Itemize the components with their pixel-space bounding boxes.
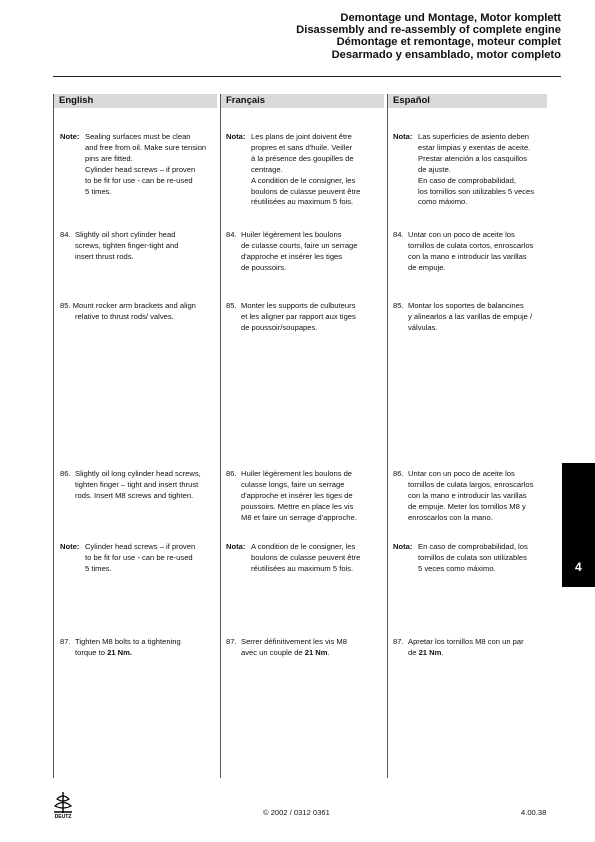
text-line: et les aligner par rapport aux tiges [241,311,356,321]
step-text [241,469,384,524]
note-label: Note: [60,132,80,141]
step-text [75,637,218,659]
text-line: réutilisées au maximum 5 fois. [251,563,354,573]
text-line: Sealing surfaces must be clean [85,132,191,141]
text-line: d'approche et insérer les tiges [241,251,343,261]
en-step-85 [60,301,218,323]
note-label: Nota: [226,132,246,141]
title-line-fr: Démontage et remontage, moteur complet [336,36,561,49]
en-step-87 [60,637,218,659]
title-divider [53,76,561,77]
step-number: 85. [226,301,237,310]
text-line: los tornillos son utilizables 5 veces [418,186,535,196]
fr-step-87 [226,637,384,659]
text-line: tighten finger – tight and insert thrust [75,479,199,489]
text-line: to be fit for use - can be re-used [85,552,193,562]
text-line: y alinearlos a las varillas de empuje / [408,311,533,321]
step-text [408,469,549,524]
text-line: d'approche et insérer les tiges de [241,490,353,500]
step-number: 87. [60,637,71,646]
column-divider-middle [220,94,221,778]
en-note-1 [60,132,218,197]
step-text [75,230,218,263]
column-header-english: English [53,94,217,108]
es-note-2 [393,542,549,575]
column-divider-right [387,94,388,778]
note-text [85,542,218,553]
note-label: Nota: [393,132,413,141]
text-line: boulons de culasse peuvent être [251,186,361,196]
note-text [85,132,218,143]
step-text [408,637,549,659]
page-title [296,12,561,61]
step-number: 86. [393,469,404,478]
note-text [418,542,549,553]
es-step-87 [393,637,549,659]
title-line-en: Disassembly and re-assembly of complete engine [296,24,561,37]
es-step-84 [393,230,549,274]
chapter-number: 4 [575,560,582,574]
title-line-de: Demontage und Montage, Motor komplett [340,12,561,24]
text-line: culasse longs, faire un serrage [241,479,345,489]
text-line: tornillos de culata cortos, enroscarlos [408,240,534,250]
step-text [241,637,384,659]
text-line: Les plans de joint doivent être [251,132,352,141]
text-line: A condition de le consigner, les [251,175,356,185]
text-line: como máximo. [418,197,468,207]
text-line: and free from oil. Make sure tension [85,142,207,152]
text-line: boulons de culasse peuvent être [251,552,361,562]
text-fragment: avec un couple de [241,647,305,657]
step-number: 84. [226,230,237,239]
torque-value: 21 Nm [304,647,328,657]
note-text [251,132,384,143]
step-number: 86. [226,469,237,478]
fr-step-86 [226,469,384,524]
text-line [241,648,384,659]
text-line: Cylinder head screws – if proven [85,164,196,174]
text-line: de ajuste. [418,164,451,174]
text-line: válvulas. [408,322,438,332]
text-line: poussoirs. Mettre en place les vis [241,501,354,511]
text-line: tornillos de culata largos, enroscarlos [408,479,534,489]
text-line: Cylinder head screws – if proven [85,542,196,551]
torque-value: 21 Nm. [107,647,132,657]
text-fragment: . [327,647,330,657]
text-line: de poussoir/soupapes. [241,322,318,332]
text-line: 5 times. [85,186,112,196]
step-number: 87. [393,637,404,646]
note-label: Note: [60,542,80,551]
text-fragment: . [441,647,444,657]
text-line: Untar con un poco de aceite los [408,469,515,478]
step-number: 86. [60,469,71,478]
step-number: 87. [226,637,237,646]
es-step-86 [393,469,549,524]
text-line: Las superficies de asiento deben [418,132,530,141]
note-text [418,132,549,143]
en-note-2 [60,542,218,575]
step-text [241,230,384,274]
fr-note-2 [226,542,384,575]
text-line: centrage. [251,164,283,174]
text-line: A condition de le consigner, les [251,542,356,551]
text-line: insert thrust rods. [75,251,134,261]
text-line: Serrer définitivement les vis M8 [241,637,347,646]
text-line: con la mano e introducir las varillas [408,490,527,500]
text-line [75,648,218,659]
text-line: Montar los soportes de balancines [408,301,524,310]
text-line: con la mano e introducir las varillas [408,251,527,261]
step-text [75,469,220,502]
deutz-logo-icon [52,791,74,819]
text-line: 5 veces como máximo. [418,563,496,573]
text-line [408,648,549,659]
en-step-86 [60,469,220,502]
es-note-1 [393,132,549,208]
text-line: En caso de comprobabilidad, los [418,542,528,551]
text-line: Huiler légèrement les boulons [241,230,342,239]
text-line: tornillos de culata son utilizables [418,552,527,562]
text-line: rods. Insert M8 screws and tighten. [75,490,194,500]
text-line: 85. Mount rocker arm brackets and align [60,301,196,310]
chapter-tab [562,463,595,587]
step-number: 84. [393,230,404,239]
text-line: M8 et faire un serrage d'approche. [241,512,357,522]
text-line: propres et sans d'huile. Veiller [251,142,353,152]
text-line: Apretar los tornillos M8 con un par [408,637,524,646]
text-line: de poussoirs. [241,262,287,272]
column-header-french: Français [220,94,384,108]
text-line: enroscarlos con la mano. [408,512,493,522]
text-line: estar limpias y exentas de aceite. [418,142,531,152]
text-line: Monter les supports de culbuteurs [241,301,356,310]
step-text [408,230,549,274]
text-line: Untar con un poco de aceite los [408,230,515,239]
text-line: Slightly oil short cylinder head [75,230,176,239]
page-reference: 4.00.38 [521,808,547,817]
text-line: de empuje. [408,262,446,272]
text-line: de empuje. Meter los tornillos M8 y [408,501,526,511]
text-line: à la présence des goupilles de [251,153,354,163]
en-step-84 [60,230,218,263]
text-line: screws, tighten finger-tight and [75,240,179,250]
step-text [408,301,549,334]
text-line: relative to thrust rods/ valves. [75,311,174,321]
text-fragment: de [408,647,419,657]
step-text [241,301,384,334]
es-step-85 [393,301,549,334]
text-line: to be fit for use - can be re-used [85,175,193,185]
column-divider-left [53,94,54,778]
column-header-spanish: Español [387,94,547,108]
note-text [251,542,384,553]
note-label: Nota: [393,542,413,551]
fr-note-1 [226,132,384,208]
text-line: 5 times. [85,563,112,573]
text-line: Tighten M8 bolts to a tightening [75,637,181,646]
text-line: En caso de comprobabilidad, [418,175,516,185]
step-number: 84. [60,230,71,239]
text-line: Huiler légèrement les boulons de [241,469,353,478]
torque-value: 21 Nm [418,647,442,657]
step-number: 85. [393,301,404,310]
text-fragment: torque to [75,647,108,657]
title-line-es: Desarmado y ensamblado, motor completo [331,48,561,61]
copyright: © 2002 / 0312 0361 [263,808,330,817]
text-line: pins are fitted. [85,153,133,163]
text-line: Prestar atención a los casquillos [418,153,527,163]
note-label: Nota: [226,542,246,551]
text-line: réutilisées au maximum 5 fois. [251,197,354,207]
fr-step-85 [226,301,384,334]
fr-step-84 [226,230,384,274]
logo-lettering: DEUTZ [54,814,72,819]
text-line: Slightly oil long cylinder head screws, [75,469,201,478]
text-line: de culasse courts, faire un serrage [241,240,358,250]
